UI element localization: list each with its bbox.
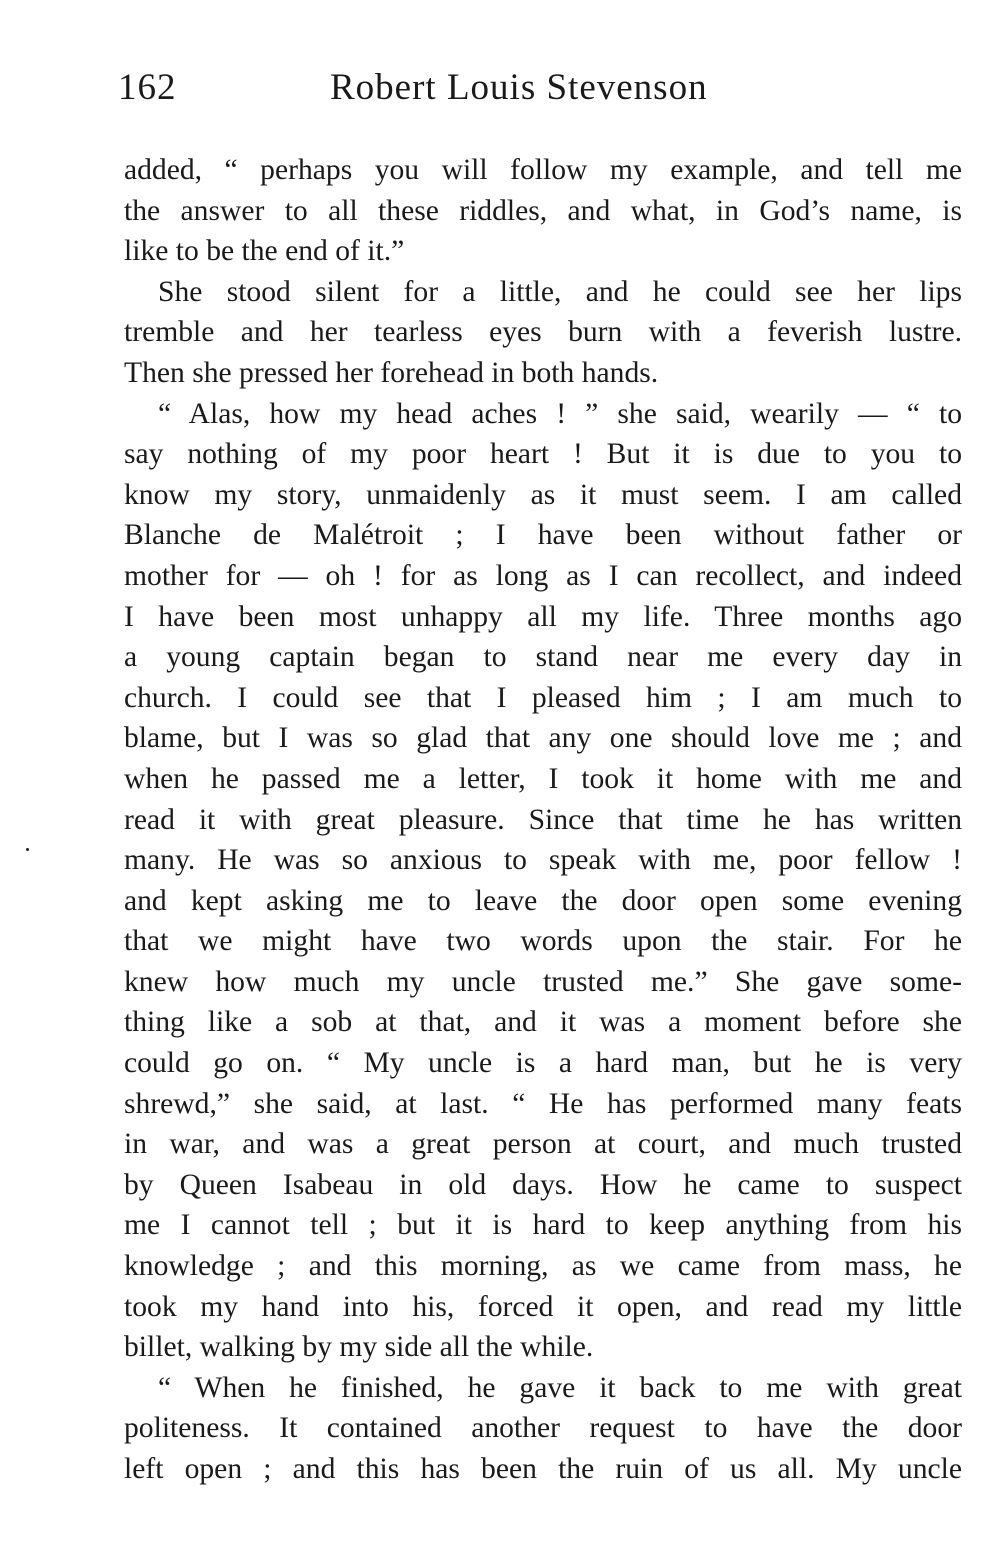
text-line: took my hand into his, forced it open, and read my little bbox=[124, 1290, 962, 1323]
text-line: thing like a sob at that, and it was a moment before she bbox=[124, 1006, 962, 1039]
text-line: tremble and her tearless eyes burn with a feverish lustre. bbox=[124, 316, 962, 349]
text-line: when he passed me a letter, I took it home with me and bbox=[124, 762, 962, 795]
text-line: She stood silent for a little, and he could see her lips bbox=[158, 275, 962, 308]
text-line: many. He was so anxious to speak with me, poor fellow ! bbox=[124, 844, 962, 877]
text-line: could go on. “ My uncle is a hard man, but he is very bbox=[124, 1047, 962, 1080]
text-line: blame, but I was so glad that any one should love me ; and bbox=[124, 722, 962, 755]
text-line: say nothing of my poor heart ! But it is due to you to bbox=[124, 438, 962, 471]
text-line: the answer to all these riddles, and what, in God’s name, is bbox=[124, 194, 962, 227]
text-line: by Queen Isabeau in old days. How he came to suspect bbox=[124, 1168, 962, 1201]
running-title: Robert Louis Stevenson bbox=[330, 67, 708, 108]
text-line: a young captain began to stand near me every day in bbox=[124, 641, 962, 674]
text-line: in war, and was a great person at court, and much trusted bbox=[124, 1128, 962, 1161]
ink-speck bbox=[26, 848, 29, 851]
text-line: mother for — oh ! for as long as I can recollect, and indeed bbox=[124, 559, 962, 592]
running-header bbox=[118, 66, 778, 122]
text-line: left open ; and this has been the ruin of us all. My uncle bbox=[124, 1453, 962, 1485]
text-line: added, “ perhaps you will follow my example, and tell me bbox=[124, 154, 962, 186]
text-line: like to be the end of it.” bbox=[124, 235, 405, 268]
body-text bbox=[124, 150, 962, 1490]
text-line: billet, walking by my side all the while. bbox=[124, 1331, 594, 1364]
text-line: shrewd,” she said, at last. “ He has performed many feats bbox=[124, 1087, 962, 1120]
text-line: knew how much my uncle trusted me.” She gave some- bbox=[124, 965, 962, 998]
text-line: read it with great pleasure. Since that time he has written bbox=[124, 803, 962, 836]
text-line: and kept asking me to leave the door open some evening bbox=[124, 884, 962, 917]
text-line: politeness. It contained another request to have the door bbox=[124, 1412, 962, 1445]
text-line: church. I could see that I pleased him ; I am much to bbox=[124, 681, 962, 714]
text-line: Blanche de Malétroit ; I have been without father or bbox=[124, 519, 962, 552]
text-line: me I cannot tell ; but it is hard to keep anything from his bbox=[124, 1209, 962, 1242]
text-line: “ Alas, how my head aches ! ” she said, wearily — “ to bbox=[158, 397, 962, 430]
text-line: knowledge ; and this morning, as we came from mass, he bbox=[124, 1250, 962, 1283]
text-line: Then she pressed her forehead in both hands. bbox=[124, 356, 659, 389]
text-line: I have been most unhappy all my life. Three months ago bbox=[124, 600, 962, 633]
text-line: “ When he finished, he gave it back to me with great bbox=[158, 1371, 962, 1404]
text-line: know my story, unmaidenly as it must seem. I am called bbox=[124, 478, 962, 511]
text-line: that we might have two words upon the stair. For he bbox=[124, 925, 962, 958]
page-number: 162 bbox=[118, 67, 177, 108]
